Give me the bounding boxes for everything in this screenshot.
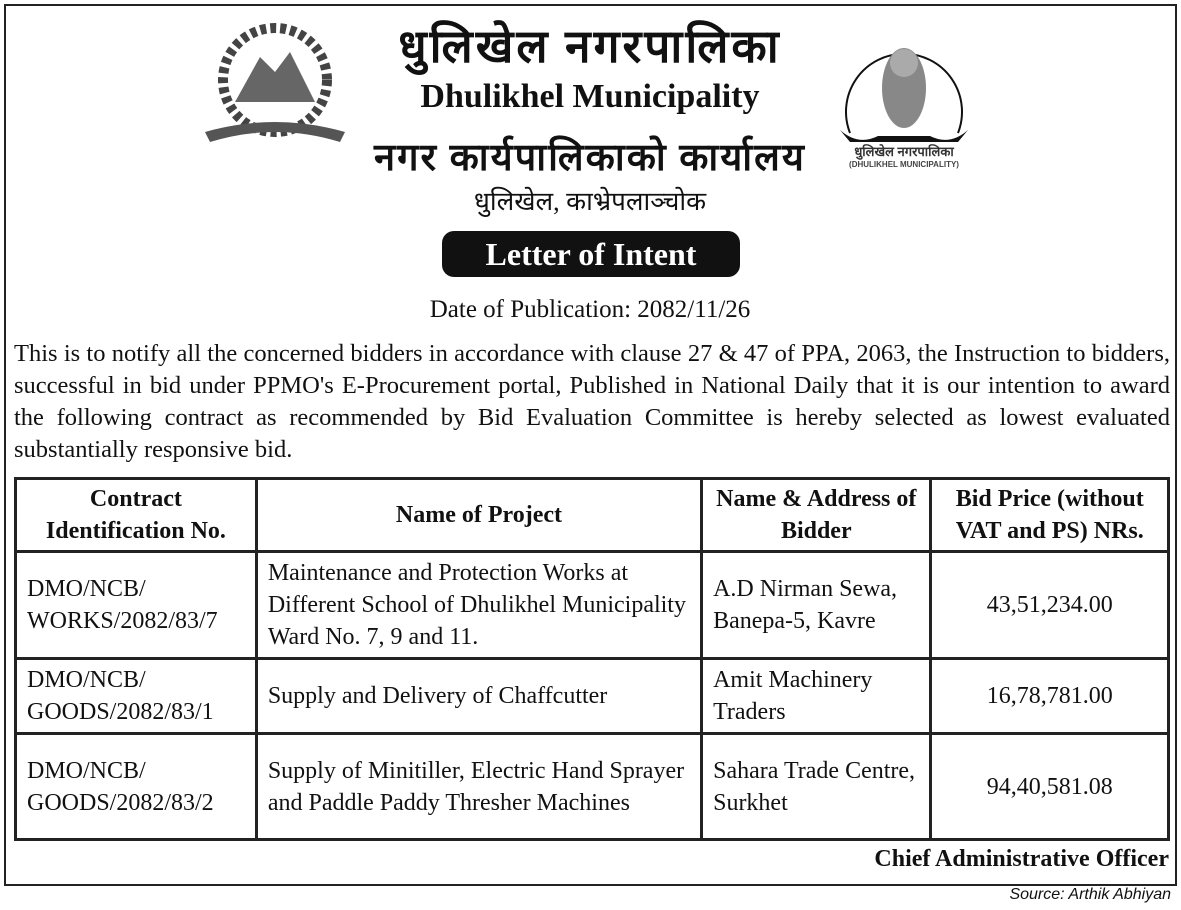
- header-project: Name of Project: [256, 479, 701, 552]
- notice-body: This is to notify all the concerned bidders in accordance with clause 27 & 47 of PPA, 2063, the Instruction to bidders, successful in bid under PPMO's E-Procurement portal, Published in National Daily that it is our intention to award the following contract as recommended by Bid Evaluation Committee is hereby selected as lowest evaluated substantially responsive bid.: [14, 340, 1170, 463]
- table-row: [16, 552, 1169, 659]
- signature-title: Chief Administrative Officer: [874, 846, 1169, 872]
- nepal-emblem-icon: [200, 22, 350, 147]
- table-row: [16, 734, 1169, 840]
- bid-price: 43,51,234.00: [931, 552, 1169, 659]
- municipality-name-nepali: धुलिखेल नगरपालिका: [398, 21, 782, 72]
- bid-price: 16,78,781.00: [931, 659, 1169, 734]
- source-credit: Source: Arthik Abhiyan: [1009, 886, 1171, 903]
- contract-id: DMO/NCB/ WORKS/2082/83/7: [16, 552, 257, 659]
- table-row: [16, 659, 1169, 734]
- bidder: Amit Machinery Traders: [702, 659, 931, 734]
- header-contract-id: Contract Identification No.: [16, 479, 257, 552]
- bid-price: 94,40,581.08: [931, 734, 1169, 840]
- header-bidder: Name & Address of Bidder: [702, 479, 931, 552]
- notice-title: Letter of Intent: [442, 231, 740, 277]
- project-name: Maintenance and Protection Works at Different School of Dhulikhel Municipality Ward No. 7, 9 and 11.: [256, 552, 701, 659]
- contract-id: DMO/NCB/ GOODS/2082/83/1: [16, 659, 257, 734]
- municipality-name-english: Dhulikhel Municipality: [420, 78, 760, 115]
- contract-id: DMO/NCB/ GOODS/2082/83/2: [16, 734, 257, 840]
- bidder: Sahara Trade Centre, Surkhet: [702, 734, 931, 840]
- logo-caption-english: (DHULIKHEL MUNICIPALITY): [849, 160, 959, 169]
- office-name-nepali: नगर कार्यपालिकाको कार्यालय: [374, 137, 806, 179]
- logo-caption: [838, 142, 970, 169]
- header-bid-price: Bid Price (without VAT and PS) NRs.: [931, 479, 1169, 552]
- bidder: A.D Nirman Sewa, Banepa-5, Kavre: [702, 552, 931, 659]
- address-nepali: धुलिखेल, काभ्रेपलाञ्चोक: [473, 187, 707, 216]
- project-name: Supply of Minitiller, Electric Hand Sprayer and Paddle Paddy Thresher Machines: [256, 734, 701, 840]
- publication-date: Date of Publication: 2082/11/26: [429, 296, 751, 323]
- project-name: Supply and Delivery of Chaffcutter: [256, 659, 701, 734]
- table-header-row: [16, 479, 1169, 552]
- logo-caption-nepali: धुलिखेल नगरपालिका: [854, 144, 954, 159]
- contract-table: [14, 477, 1170, 841]
